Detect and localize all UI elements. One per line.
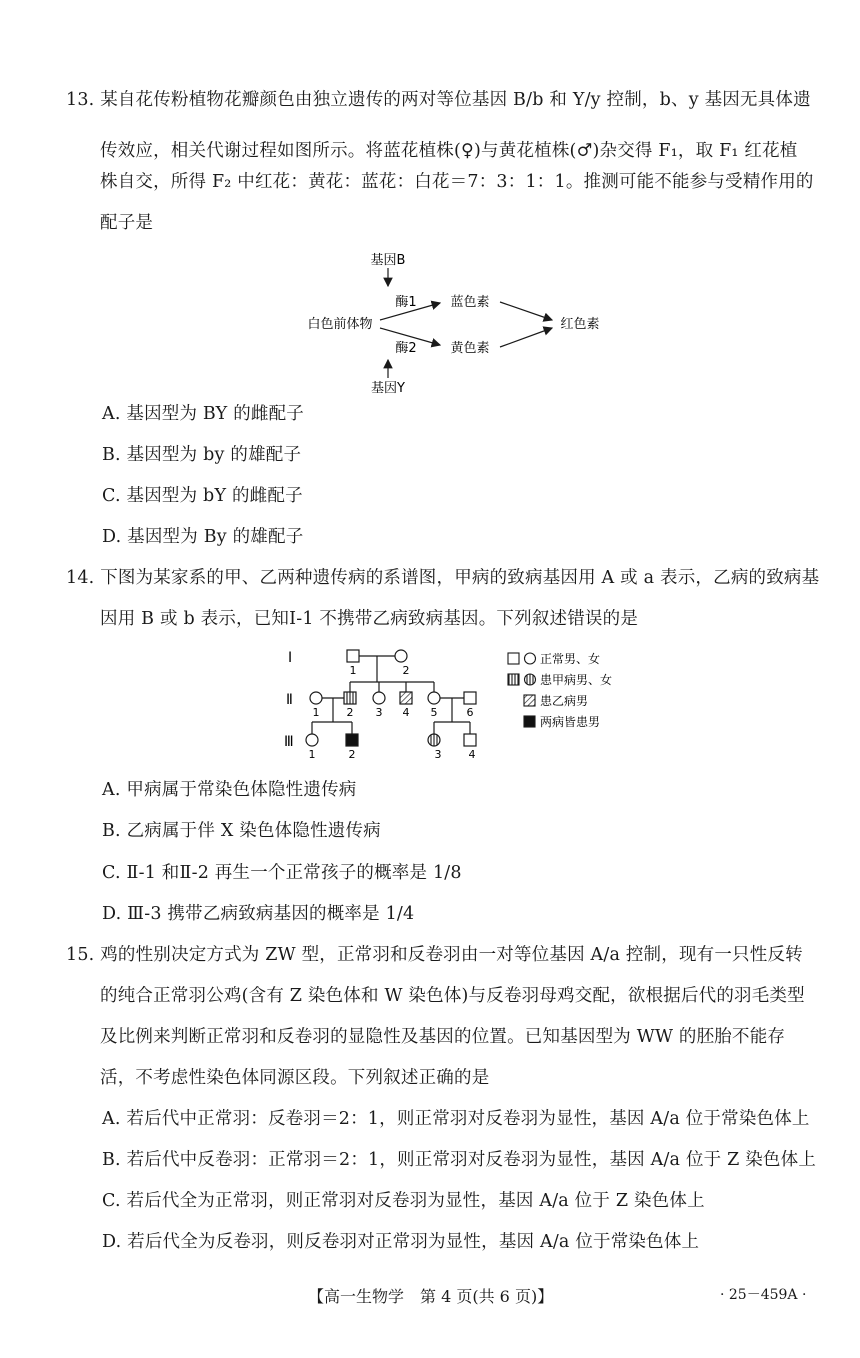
q15-stem-line-4: 活，不考虑性染色体同源区段。下列叙述正确的是	[100, 1068, 490, 1088]
legend-disease-b-male-symbol	[524, 695, 535, 706]
enzyme-2-label: 酶2	[395, 341, 417, 356]
legend-normal-label: 正常男、女	[540, 652, 601, 666]
iii-4-normal-male	[464, 734, 476, 746]
q13-stem-line-3: 株自交，所得 F₂ 中红花：黄花：蓝花：白花＝7：3：1：1。推测可能不能参与受精作用的	[100, 172, 814, 192]
q13-option-c: C. 基因型为 bY 的雌配子	[102, 486, 303, 506]
q14-stem-line-1: 14. 下图为某家系的甲、乙两种遗传病的系谱图，甲病的致病基因用 A 或 a 表示，乙病的致病基	[66, 568, 820, 588]
q14-option-a: A. 甲病属于常染色体隐性遗传病	[102, 780, 357, 800]
iii-1-normal-female	[306, 734, 318, 746]
page-footer: 【高一生物学 第 4 页(共 6 页)】	[308, 1287, 554, 1306]
ii-3-number: 3	[375, 706, 383, 719]
generation-iii-label: Ⅲ	[284, 734, 294, 750]
metabolic-pathway-diagram	[290, 248, 630, 404]
ii-2-disease-a-male	[344, 692, 356, 704]
legend-disease-a-female-symbol	[525, 674, 536, 685]
ii-3-normal-female	[373, 692, 385, 704]
iii-4-number: 4	[468, 748, 476, 761]
gene-b-label: 基因B	[370, 253, 406, 268]
generation-i-label: Ⅰ	[288, 650, 293, 666]
ii-2-number: 2	[346, 706, 354, 719]
q14-option-b: B. 乙病属于伴 X 染色体隐性遗传病	[102, 821, 381, 841]
legend-normal-male-symbol	[508, 653, 519, 664]
q15-stem-line-3: 及比例来判断正常羽和反卷羽的显隐性及基因的位置。已知基因型为 WW 的胚胎不能存	[100, 1027, 786, 1047]
ii-5-normal-female	[428, 692, 440, 704]
q13-stem-line-4: 配子是	[100, 213, 154, 233]
legend-disease-a-male-symbol	[508, 674, 519, 685]
white-precursor-label: 白色前体物	[307, 317, 373, 332]
ii-1-number: 1	[312, 706, 320, 719]
iii-3-number: 3	[434, 748, 442, 761]
q15-option-c: C. 若后代全为正常羽，则正常羽对反卷羽为显性，基因 A/a 位于 Z 染色体上	[102, 1191, 705, 1211]
iii-2-number: 2	[348, 748, 356, 761]
q15-stem-line-1: 15. 鸡的性别决定方式为 ZW 型，正常羽和反卷羽由一对等位基因 A/a 控制，现有一只性反转	[66, 945, 803, 965]
red-pigment-label: 红色素	[560, 317, 600, 332]
enzyme-1-label: 酶1	[395, 295, 417, 310]
exam-code: · 25－459A ·	[720, 1287, 807, 1303]
ii-1-normal-female	[310, 692, 322, 704]
i-2-normal-female	[395, 650, 407, 662]
q15-option-d: D. 若后代全为反卷羽，则反卷羽对正常羽为显性，基因 A/a 位于常染色体上	[102, 1232, 700, 1252]
q15-option-b: B. 若后代中反卷羽：正常羽＝2：1，则正常羽对反卷羽为显性，基因 A/a 位于 Z 染色体上	[102, 1150, 817, 1170]
i-2-number: 2	[402, 664, 410, 677]
legend-both-diseases-symbol	[524, 716, 535, 727]
legend-normal-female-symbol	[525, 653, 536, 664]
q13-option-b: B. 基因型为 by 的雄配子	[102, 445, 302, 465]
yellow-pigment-label: 黄色素	[450, 341, 490, 356]
blue-pigment-label: 蓝色素	[450, 295, 490, 310]
legend-both-diseases-label: 两病皆患男	[540, 715, 601, 729]
iii-3-disease-a-female	[428, 734, 440, 746]
q13-stem-line-1: 13. 某自花传粉植物花瓣颜色由独立遗传的两对等位基因 B/b 和 Y/y 控制，b、y 基因无具体遗	[66, 90, 811, 110]
q13-stem-line-2: 传效应，相关代谢过程如图所示。将蓝花植株(♀)与黄花植株(♂)杂交得 F₁，取 F₁ 红花植	[100, 141, 798, 161]
q14-option-c: C. Ⅱ-1 和Ⅱ-2 再生一个正常孩子的概率是 1/8	[102, 863, 462, 883]
q14-option-d: D. Ⅲ-3 携带乙病致病基因的概率是 1/4	[102, 904, 415, 924]
ii-4-number: 4	[402, 706, 410, 719]
generation-ii-label: Ⅱ	[286, 692, 293, 708]
q15-option-a: A. 若后代中正常羽：反卷羽＝2：1，则正常羽对反卷羽为显性，基因 A/a 位于常染色体上	[102, 1109, 810, 1129]
iii-1-number: 1	[308, 748, 316, 761]
legend-disease-a-label: 患甲病男、女	[540, 673, 613, 687]
q14-stem-line-2: 因用 B 或 b 表示，已知Ⅰ-1 不携带乙病致病基因。下列叙述错误的是	[100, 609, 639, 629]
q13-option-d: D. 基因型为 By 的雄配子	[102, 527, 304, 547]
legend-disease-b-label: 患乙病男	[540, 694, 589, 708]
i-1-normal-male	[347, 650, 359, 662]
gene-y-label: 基因Y	[371, 381, 405, 396]
ii-6-number: 6	[466, 706, 474, 719]
q13-option-a: A. 基因型为 BY 的雌配子	[102, 404, 304, 424]
ii-4-disease-b-male	[400, 692, 412, 704]
ii-6-normal-male	[464, 692, 476, 704]
i-1-number: 1	[349, 664, 357, 677]
iii-2-both-diseases-male	[346, 734, 358, 746]
pedigree-chart	[280, 642, 660, 768]
q15-stem-line-2: 的纯合正常羽公鸡(含有 Z 染色体和 W 染色体)与反卷羽母鸡交配，欲根据后代的羽毛类型	[100, 986, 805, 1006]
ii-5-number: 5	[430, 706, 438, 719]
